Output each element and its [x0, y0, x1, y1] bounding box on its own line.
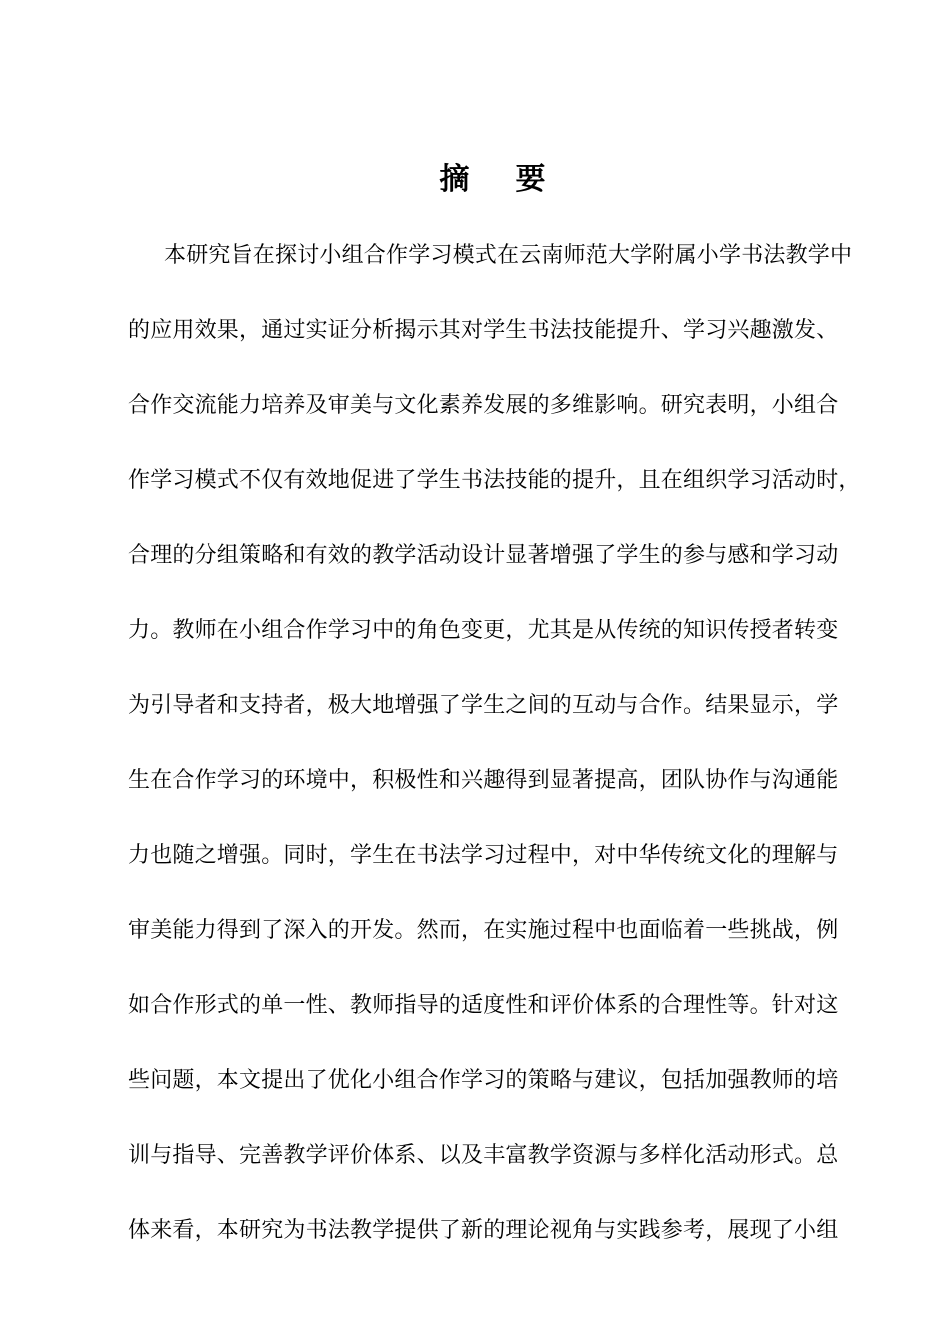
abstract-line: 生在合作学习的环境中，积极性和兴趣得到显著提高，团队协作与沟通能 [128, 768, 839, 793]
abstract-line: 本研究旨在探讨小组合作学习模式在云南师范大学附属小学书法教学中 [164, 243, 853, 268]
abstract-line: 的应用效果，通过实证分析揭示其对学生书法技能提升、学习兴趣激发、 [128, 318, 839, 343]
abstract-line: 合作交流能力培养及审美与文化素养发展的多维影响。研究表明，小组合 [128, 393, 839, 418]
abstract-line: 为引导者和支持者，极大地增强了学生之间的互动与合作。结果显示，学 [128, 693, 839, 718]
abstract-line: 审美能力得到了深入的开发。然而，在实施过程中也面临着一些挑战，例 [128, 918, 839, 943]
abstract-line: 作学习模式不仅有效地促进了学生书法技能的提升，且在组织学习活动时， [128, 468, 861, 493]
abstract-line: 力。教师在小组合作学习中的角色变更，尤其是从传统的知识传授者转变 [128, 618, 839, 643]
abstract-title [0, 158, 950, 202]
abstract-line: 体来看，本研究为书法教学提供了新的理论视角与实践参考，展现了小组 [128, 1218, 839, 1243]
abstract-line: 力也随之增强。同时，学生在书法学习过程中，对中华传统文化的理解与 [128, 843, 839, 868]
abstract-title-char-2: 要 [515, 162, 548, 197]
abstract-line: 合理的分组策略和有效的教学活动设计显著增强了学生的参与感和学习动 [128, 543, 839, 568]
abstract-title-char-1: 摘 [439, 162, 472, 197]
abstract-body [128, 236, 861, 1286]
abstract-line: 训与指导、完善教学评价体系、以及丰富教学资源与多样化活动形式。总 [128, 1143, 839, 1168]
abstract-line: 些问题，本文提出了优化小组合作学习的策略与建议，包括加强教师的培 [128, 1068, 839, 1093]
abstract-line: 如合作形式的单一性、教师指导的适度性和评价体系的合理性等。针对这 [128, 993, 839, 1018]
